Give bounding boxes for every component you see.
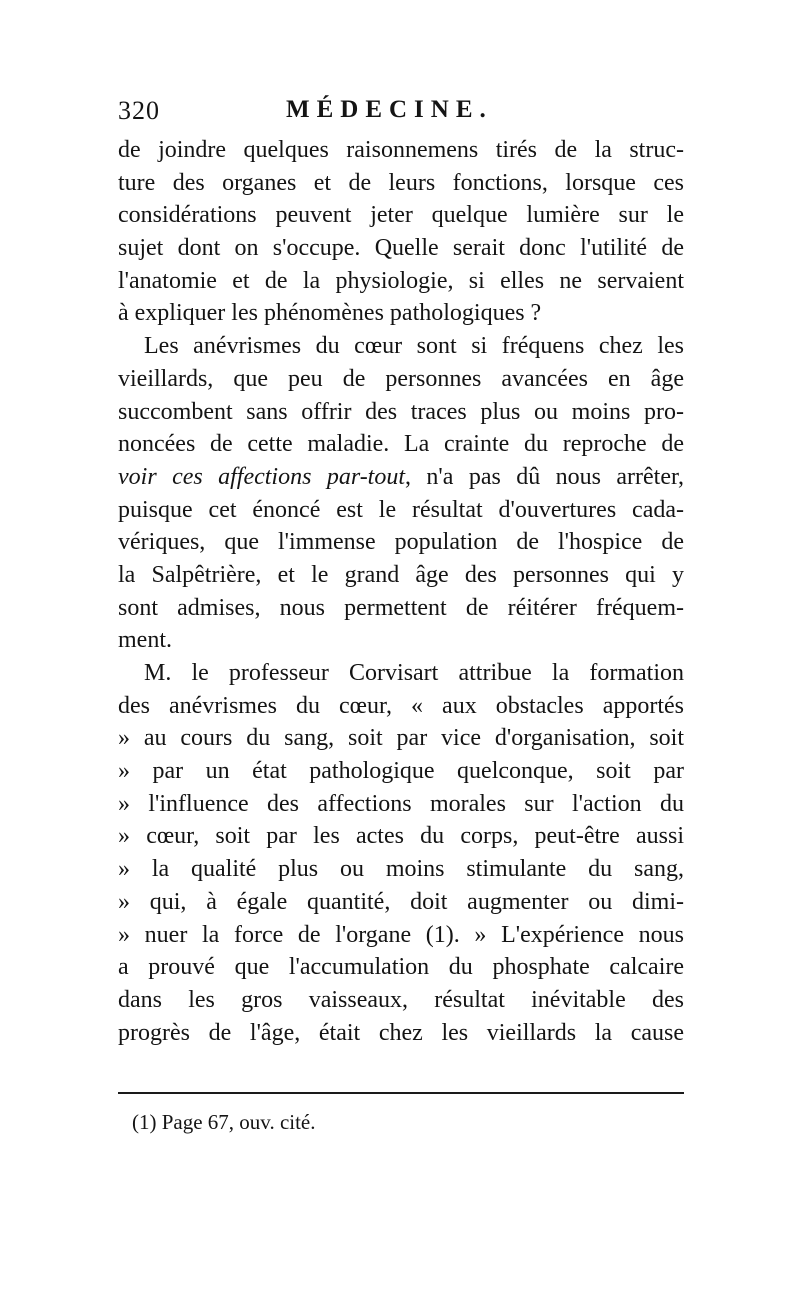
text-line: M. le professeur Corvisart attribue la formation [144, 660, 684, 686]
text-line: la Salpêtrière, et le grand âge des personnes qui y [118, 561, 684, 588]
text-line: » par un état pathologique quelconque, soit par [118, 758, 684, 785]
text-line-with-italic [118, 461, 684, 494]
text-line-rest: , n'a pas dû nous arrêter, [405, 463, 685, 490]
text-line: progrès de l'âge, était chez les vieillards la cause [118, 1019, 684, 1046]
text-line: à expliquer les phénomènes pathologiques ? [118, 300, 542, 327]
text-line: » la qualité plus ou moins stimulante du sang, [118, 856, 684, 883]
text-line: » au cours du sang, soit par vice d'organisation, soit [118, 725, 684, 752]
page-number: 320 [118, 96, 160, 125]
text-line: ture des organes et de leurs fonctions, lorsque ces [118, 169, 684, 196]
text-line: l'anatomie et de la physiologie, si elles ne servaient [118, 267, 684, 294]
text-line: puisque cet énoncé est le résultat d'ouvertures cada- [118, 496, 684, 523]
text-line: succombent sans offrir des traces plus ou moins pro- [118, 398, 684, 425]
italic-phrase: voir ces affections par-tout [118, 463, 406, 490]
text-line: considérations peuvent jeter quelque lumière sur le [118, 202, 684, 229]
text-line: » cœur, soit par les actes du corps, peut-être aussi [118, 823, 684, 850]
text-line: Les anévrismes du cœur sont si fréquens chez les [144, 333, 684, 360]
text-line: vieillards, que peu de personnes avancées en âge [118, 365, 684, 392]
text-line: noncées de cette maladie. La crainte du reproche de [118, 431, 684, 458]
text-line: des anévrismes du cœur, « aux obstacles apportés [118, 692, 684, 719]
text-line: » qui, à égale quantité, doit augmenter ou dimi- [118, 888, 684, 915]
text-line: sujet dont on s'occupe. Quelle serait donc l'utilité de [118, 235, 684, 262]
text-line: dans les gros vaisseaux, résultat inévitable des [118, 986, 684, 1013]
text-line: sont admises, nous permettent de réitérer fréquem- [118, 594, 684, 621]
text-line: de joindre quelques raisonnemens tirés de la struc- [118, 137, 684, 163]
text-line: » l'influence des affections morales sur l'action du [118, 790, 684, 817]
text-line: » nuer la force de l'organe (1). » L'expérience nous [118, 921, 684, 948]
text-line: ment. [118, 627, 172, 654]
footnote-rule [118, 1092, 684, 1094]
text-line: vériques, que l'immense population de l'hospice de [118, 529, 684, 556]
text-line: a prouvé que l'accumulation du phosphate calcaire [118, 954, 684, 981]
running-head [118, 96, 688, 132]
body-text [118, 134, 684, 1049]
footnote: (1) Page 67, ouv. cité. [132, 1110, 316, 1134]
section-title: MÉDECINE. [286, 96, 493, 123]
